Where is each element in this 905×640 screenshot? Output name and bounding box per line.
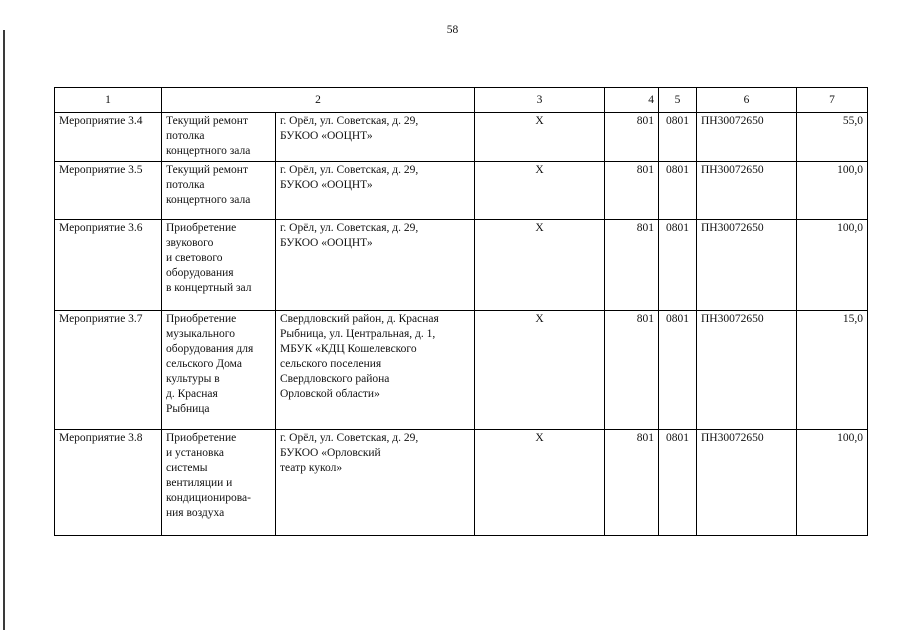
col4-cell: 801 [605, 311, 659, 430]
address-cell: г. Орёл, ул. Советская, д. 29, БУКОО «Орловский театр кукол» [276, 430, 475, 536]
col4-cell: 801 [605, 430, 659, 536]
budget-table [54, 87, 868, 536]
measure-cell: Мероприятие 3.5 [55, 162, 162, 220]
col7-cell: 100,0 [797, 162, 868, 220]
header-cell-2: 2 [162, 88, 475, 113]
col5-cell: 0801 [659, 113, 697, 162]
col3-cell: Х [475, 162, 605, 220]
col3-cell: Х [475, 220, 605, 311]
address-cell: г. Орёл, ул. Советская, д. 29, БУКОО «ООЦНТ» [276, 220, 475, 311]
col7-cell: 15,0 [797, 311, 868, 430]
col7-cell: 100,0 [797, 430, 868, 536]
page-left-edge [3, 30, 5, 630]
header-cell-7: 7 [797, 88, 868, 113]
col6-cell: ПН30072650 [697, 162, 797, 220]
col6-cell: ПН30072650 [697, 220, 797, 311]
col4-cell: 801 [605, 220, 659, 311]
measure-cell: Мероприятие 3.7 [55, 311, 162, 430]
header-cell-3: 3 [475, 88, 605, 113]
header-cell-6: 6 [697, 88, 797, 113]
col5-cell: 0801 [659, 162, 697, 220]
name-cell: Текущий ремонт потолка концертного зала [162, 162, 276, 220]
col4-cell: 801 [605, 113, 659, 162]
page-number: 58 [446, 24, 459, 36]
table-row [55, 113, 868, 162]
table-row [55, 430, 868, 536]
col5-cell: 0801 [659, 220, 697, 311]
col7-cell: 55,0 [797, 113, 868, 162]
col4-cell: 801 [605, 162, 659, 220]
col3-cell: Х [475, 430, 605, 536]
name-cell: Приобретение музыкального оборудования для сельского Дома культуры в д. Красная Рыбница [162, 311, 276, 430]
col3-cell: Х [475, 113, 605, 162]
measure-cell: Мероприятие 3.6 [55, 220, 162, 311]
col6-cell: ПН30072650 [697, 430, 797, 536]
header-cell-4: 4 [605, 88, 659, 113]
address-cell: г. Орёл, ул. Советская, д. 29, БУКОО «ООЦНТ» [276, 113, 475, 162]
col6-cell: ПН30072650 [697, 113, 797, 162]
name-cell: Приобретение и установка системы вентиляции и кондиционирова- ния воздуха [162, 430, 276, 536]
table-row [55, 220, 868, 311]
table-row [55, 162, 868, 220]
address-cell: Свердловский район, д. Красная Рыбница, ул. Центральная, д. 1, МБУК «КДЦ Кошелевского сельского поселения Свердловского района Орловской области» [276, 311, 475, 430]
col6-cell: ПН30072650 [697, 311, 797, 430]
measure-cell: Мероприятие 3.8 [55, 430, 162, 536]
col5-cell: 0801 [659, 430, 697, 536]
header-row [55, 88, 868, 113]
name-cell: Приобретение звукового и светового оборудования в концертный зал [162, 220, 276, 311]
address-cell: г. Орёл, ул. Советская, д. 29, БУКОО «ООЦНТ» [276, 162, 475, 220]
table-row [55, 311, 868, 430]
name-cell: Текущий ремонт потолка концертного зала [162, 113, 276, 162]
measure-cell: Мероприятие 3.4 [55, 113, 162, 162]
col3-cell: Х [475, 311, 605, 430]
header-cell-1: 1 [55, 88, 162, 113]
col7-cell: 100,0 [797, 220, 868, 311]
col5-cell: 0801 [659, 311, 697, 430]
header-cell-5: 5 [659, 88, 697, 113]
